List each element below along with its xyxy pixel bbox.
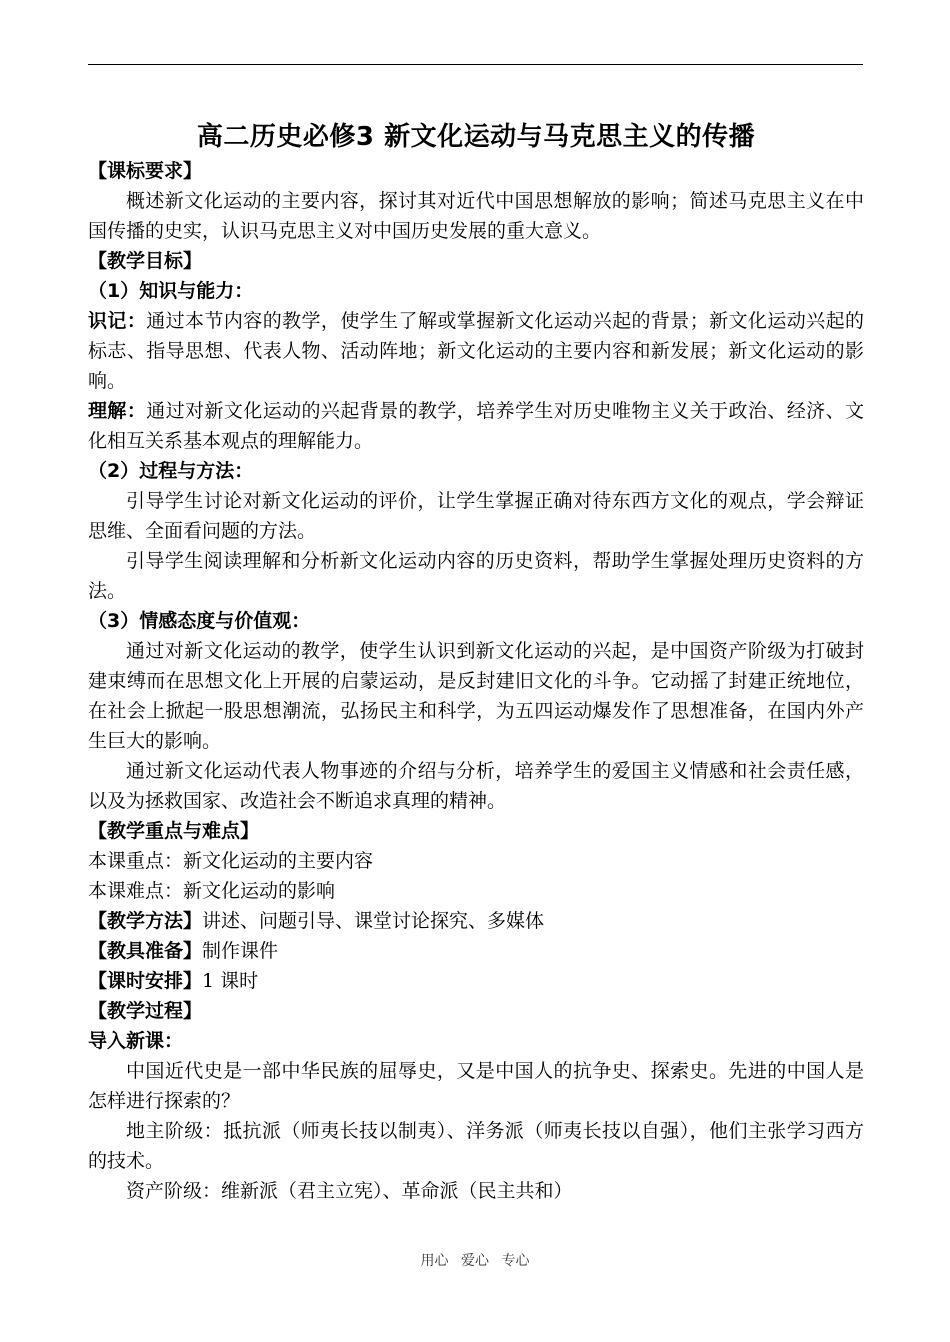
tools-text: 制作课件 bbox=[202, 940, 279, 962]
footer-word: 爱心 bbox=[461, 1253, 489, 1269]
understand-text: 通过对新文化运动的兴起背景的教学，培养学生对历史唯物主义关于政治、经济、文化相互关系基本观点的理解能力。 bbox=[88, 400, 864, 452]
hours-label: 【课时安排】 bbox=[88, 970, 203, 992]
standard-paragraph: 概述新文化运动的主要内容，探讨其对近代中国思想解放的影响；简述马克思主义在中国传播的史实，认识马克思主义对中国历史发展的重大意义。 bbox=[88, 190, 864, 242]
intro-heading: 导入新课： bbox=[88, 1030, 184, 1052]
hours-line bbox=[88, 966, 864, 996]
methods-line bbox=[88, 906, 864, 936]
recall-paragraph bbox=[88, 306, 864, 396]
goal3-paragraph-1: 通过对新文化运动的教学，使学生认识到新文化运动的兴起，是中国资产阶级为打破封建束缚而在思想文化上开展的启蒙运动，是反封建旧文化的斗争。它动摇了封建正统地位，在社会上掀起一股思想潮流，弘扬民主和科学，为五四运动爆发作了思想准备，在国内外产生巨大的影响。 bbox=[88, 640, 864, 752]
goal2-paragraph-1: 引导学生讨论对新文化运动的评价，让学生掌握正确对待东西方文化的观点，学会辩证思维、全面看问题的方法。 bbox=[88, 490, 864, 542]
section-keypoints-heading: 【教学重点与难点】 bbox=[88, 820, 260, 842]
page-footer bbox=[0, 1250, 950, 1270]
goal3-paragraph-2: 通过新文化运动代表人物事迹的介绍与分析，培养学生的爱国主义情感和社会责任感，以及为拯救国家、改造社会不断追求真理的精神。 bbox=[88, 760, 864, 812]
intro-paragraph-1: 中国近代史是一部中华民族的屈辱史，又是中国人的抗争史、探索史。先进的中国人是怎样进行探索的？ bbox=[88, 1060, 864, 1112]
section-standard-heading: 【课标要求】 bbox=[88, 160, 203, 182]
difficult-point: 本课难点：新文化运动的影响 bbox=[88, 880, 336, 902]
key-point: 本课重点：新文化运动的主要内容 bbox=[88, 850, 374, 872]
intro-paragraph-2: 地主阶级：抵抗派（师夷长技以制夷）、洋务派（师夷长技以自强），他们主张学习西方的技术。 bbox=[88, 1120, 864, 1172]
footer-word: 专心 bbox=[501, 1253, 530, 1269]
understand-label: 理解： bbox=[88, 400, 147, 422]
recall-text: 通过本节内容的教学，使学生了解或掌握新文化运动兴起的背景；新文化运动兴起的标志、指导思想、代表人物、活动阵地；新文化运动的主要内容和新发展；新文化运动的影响。 bbox=[88, 310, 864, 392]
understand-paragraph bbox=[88, 396, 864, 456]
tools-label: 【教具准备】 bbox=[88, 940, 203, 962]
goal3-heading: （3）情感态度与价值观： bbox=[88, 610, 311, 632]
page-title: 高二历史必修3 新文化运动与马克思主义的传播 bbox=[196, 122, 756, 152]
goal1-heading: （1）知识与能力： bbox=[88, 280, 254, 302]
hours-text: 1 课时 bbox=[202, 970, 259, 992]
document-body bbox=[88, 118, 864, 1206]
section-process-heading: 【教学过程】 bbox=[88, 1000, 203, 1022]
recall-label: 识记： bbox=[88, 310, 147, 332]
tools-line bbox=[88, 936, 864, 966]
footer-word: 用心 bbox=[420, 1253, 449, 1269]
header-rule bbox=[88, 64, 863, 65]
methods-text: 讲述、问题引导、课堂讨论探究、多媒体 bbox=[202, 910, 545, 932]
goal2-paragraph-2: 引导学生阅读理解和分析新文化运动内容的历史资料，帮助学生掌握处理历史资料的方法。 bbox=[88, 550, 864, 602]
section-goals-heading: 【教学目标】 bbox=[88, 250, 203, 272]
intro-paragraph-3: 资产阶级：维新派（君主立宪）、革命派（民主共和） bbox=[126, 1180, 573, 1202]
methods-label: 【教学方法】 bbox=[88, 910, 203, 932]
goal2-heading: （2）过程与方法： bbox=[88, 460, 254, 482]
